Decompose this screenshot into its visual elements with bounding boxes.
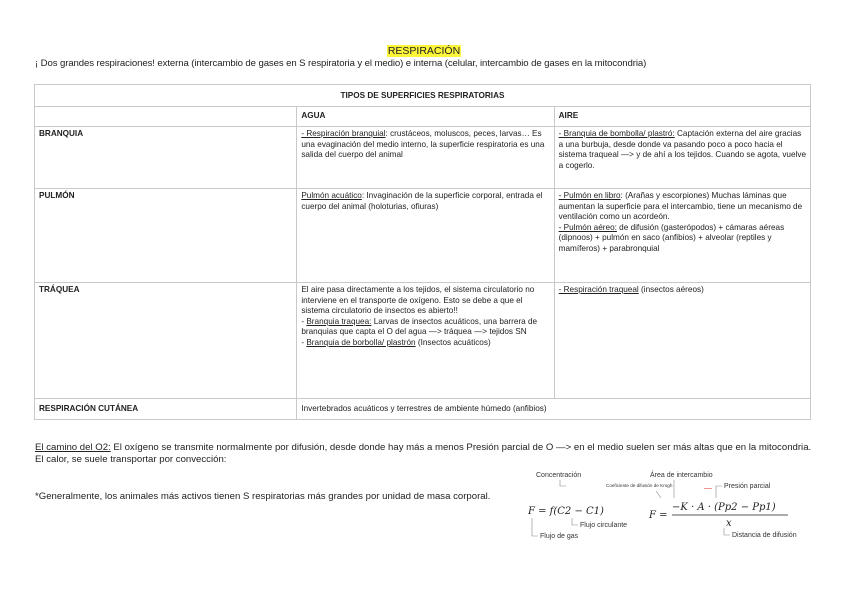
f2-arrow-presion (716, 486, 722, 498)
f2-lhs: F = (649, 510, 668, 521)
f2-label-distancia: Distancia de difusión (732, 532, 797, 539)
f2-arrow-distancia (724, 528, 730, 535)
formulas-figure (520, 466, 820, 546)
row-label-pulmon: PULMÓN (35, 189, 297, 283)
intro-paragraph: ¡ Dos grandes respiraciones! externa (intercambio de gases en S respiratoria y el medio) e interna (celular, intercambio de gases en la mitocondria) (35, 58, 647, 69)
cell-traquea-aire: - Respiración traqueal (insectos aéreos) (554, 283, 810, 399)
f2-arrow-coef (656, 491, 661, 498)
table-row-cutanea (35, 399, 811, 420)
row-label-traquea: TRÁQUEA (35, 283, 297, 399)
header-empty (35, 107, 297, 127)
f2-denominator: x (726, 518, 732, 529)
f1-label-flujo-gas: Flujo de gas (540, 533, 579, 540)
table-caption-row (35, 85, 811, 107)
f1-label-concentracion: Concentración (536, 472, 582, 479)
f1-arrow-concentracion (560, 480, 566, 486)
cell-branquia-agua: - Respiración branquial: crustáceos, moluscos, peces, larvas… Es una evaginación del medio interno, la superficie respiratoria es una salida del cuerpo del animal (297, 127, 554, 189)
table-row-traquea (35, 283, 811, 399)
f1-arrow-flujo-gas (532, 518, 538, 536)
f2-numerator: −K · A · (Pp2 − Pp1) (672, 502, 776, 513)
table-row-branquia (35, 127, 811, 189)
table-caption: TIPOS DE SUPERFICIES RESPIRATORIAS (35, 85, 811, 107)
table-row-pulmon (35, 189, 811, 283)
f2-label-coef: Coeficiente de difusión de Krogh (606, 483, 673, 488)
f1-arrow-flujo-circulante (572, 518, 578, 525)
cell-pulmon-aire: - Pulmón en libro: (Arañas y escorpiones) Muchas láminas que aumentan la superficie para el intercambio, tiene un mecanismo de ventilación como un acordeón. - Pulmón aéreo: de difusión (gasterópodos) + cámaras aéreas (dipnoos) + pulmón en saco (anfibios) + alveolar (reptiles y mamíferos) + parabronquial (554, 189, 810, 283)
cell-cutanea-merged: Invertebrados acuáticos y terrestres de ambiente húmedo (anfibios) (297, 399, 811, 420)
cell-traquea-agua: El aire pasa directamente a los tejidos, el sistema circulatorio no interviene en el transporte de oxígeno. Esto se debe a que el sistema circulatorio de insectos es abierto!! - Branquia traquea: Larvas de insectos acuáticos, una barrera de branquias que capta el O del agua —> tráquea —> tejidos SN - Branquia de borbolla/ plastrón (Insectos acuáticos) (297, 283, 554, 399)
oxygen-path-paragraph: El camino del O2: El oxígeno se transmite normalmente por difusión, desde donde hay más a menos Presión parcial de O —> en el medio suelen ser más altas que en la mitocondria. El calor, se suele transportar por convección: (35, 442, 812, 465)
header-agua: AGUA (297, 107, 554, 127)
table-header-row (35, 107, 811, 127)
document-title: RESPIRACIÓN (387, 45, 461, 57)
cell-branquia-aire: - Branquia de bombolla/ plastró: Captación externa del aire gracias a una burbuja, desde donde va pasando poco a poco hacia el sistema traqueal —> y de ahí a los tejidos. Cuando se agota, vuelve a cogerlo. (554, 127, 810, 189)
header-aire: AIRE (554, 107, 810, 127)
f1-label-flujo-circulante: Flujo circulante (580, 522, 628, 529)
respiratory-surfaces-table (34, 84, 811, 420)
f1-expression: F = f(C2 − C1) (528, 506, 604, 517)
footnote: *Generalmente, los animales más activos tienen S respiratorias más grandes por unidad de masa corporal. (35, 491, 491, 502)
row-label-branquia: BRANQUIA (35, 127, 297, 189)
formulas-svg (520, 466, 820, 546)
row-label-cutanea: RESPIRACIÓN CUTÁNEA (35, 399, 297, 420)
f2-label-area: Área de intercambio (650, 472, 713, 479)
f2-label-presion: Presión parcial (724, 483, 771, 490)
cell-pulmon-agua: Pulmón acuático: Invaginación de la superficie corporal, entrada el cuerpo del animal (holoturias, ofiuras) (297, 189, 554, 283)
